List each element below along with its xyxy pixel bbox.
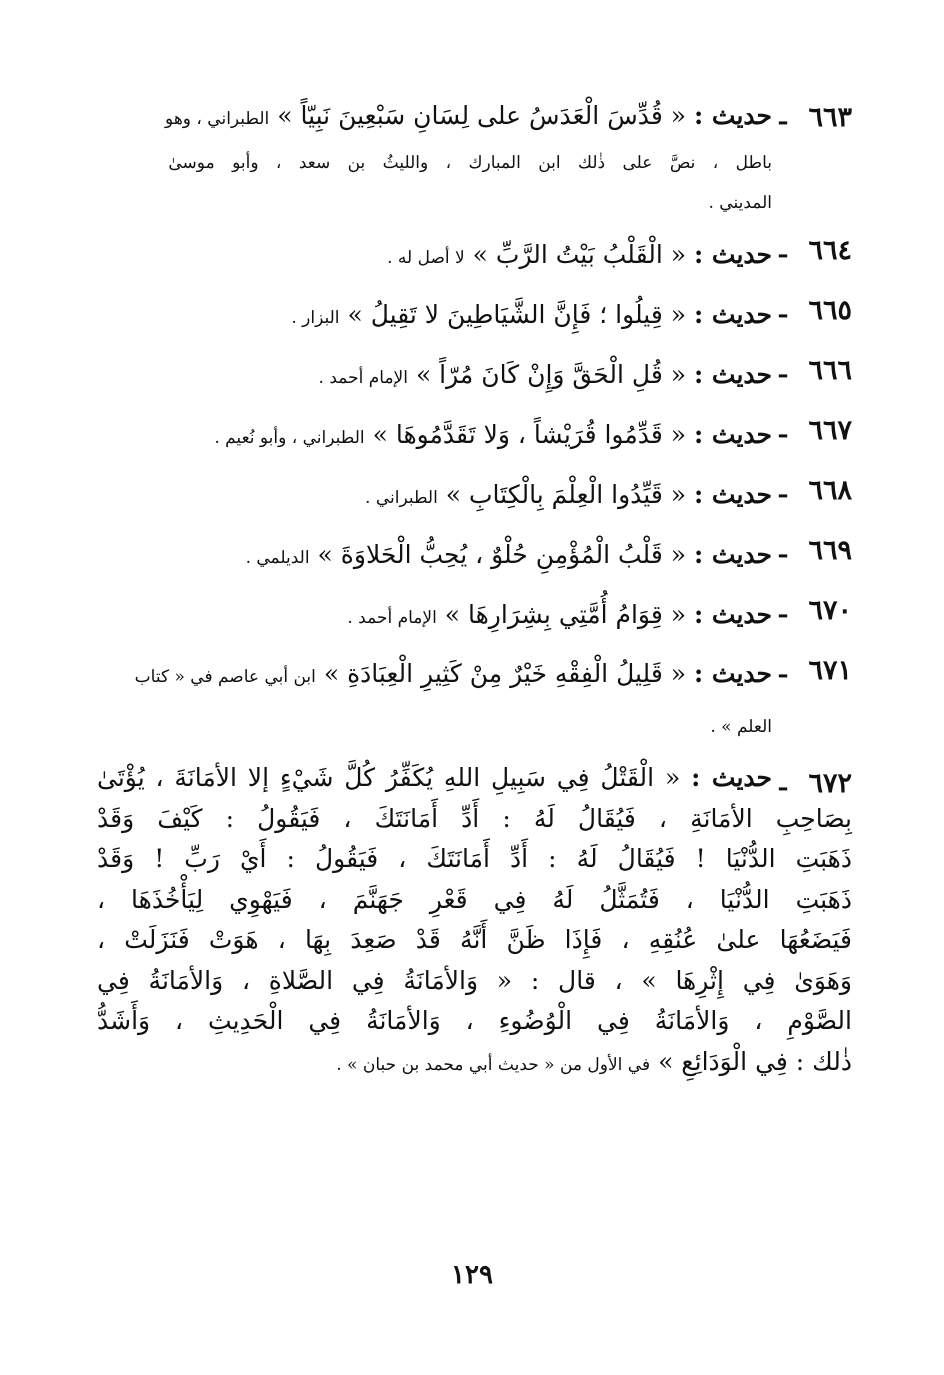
- entry-continuation: المديني .: [708, 193, 772, 213]
- entry-body: [97, 645, 772, 748]
- hadith-text: « الْقَتْلُ فِي سَبِيلِ اللهِ يُكَفِّرُ كُلَّ شَيْءٍ إلا الأمَانَةَ ، يُؤْتَىٰ: [97, 763, 681, 792]
- dash: ـ: [779, 534, 787, 563]
- entry-continuation: العلم » .: [710, 717, 772, 737]
- entry-number: ٦٦٣: [808, 102, 852, 133]
- entry-body: [97, 285, 772, 348]
- entry-line: [97, 92, 772, 143]
- hadith-label: حديث :: [693, 300, 772, 329]
- entry-line: وَهَوَىٰ فِي إِثْرِهَا » ، قال : « وَالأمَانَةُ فِي الصَّلاةِ ، وَالأمَانَةُ فِي: [97, 965, 852, 995]
- hadith-label: حديث :: [693, 420, 772, 449]
- entry-line: [97, 1042, 852, 1086]
- dash: ـ: [779, 414, 787, 443]
- entry-line: [97, 645, 772, 706]
- hadith-source: البزار .: [291, 308, 340, 328]
- dash: ـ: [779, 654, 787, 683]
- entry-number: ٦٦٤: [808, 235, 852, 266]
- hadith-text: ذٰلك : فِي الْوَدَائِعِ »: [658, 1046, 852, 1076]
- entry-line: [97, 758, 772, 799]
- hadith-source: ابن أبي عاصم في « كتاب: [134, 667, 316, 687]
- entry-line: ذَهَبَتِ الدُّنْيَا ، فَتُمَثَّلُ لَهُ فِي قَعْرِ جَهَنَّمَ ، فَيَهْوِي لِيَأْخُذَهَا ،: [97, 884, 852, 914]
- hadith-text: « قِيلُوا ؛ فَإِنَّ الشَّيَاطِينَ لا تَقِيلُ »: [347, 300, 687, 329]
- entry-body: [97, 92, 772, 223]
- entry-number: ٦٦٧: [808, 415, 852, 446]
- hadith-label: حديث :: [693, 101, 772, 130]
- entry-body: [97, 225, 772, 288]
- entry-body: [97, 345, 772, 408]
- hadith-source: في الأول من « حديث أبي محمد بن حبان » .: [336, 1054, 651, 1075]
- dash: ـ: [779, 101, 787, 130]
- hadith-entry: [97, 758, 852, 1085]
- dash: ـ: [779, 294, 787, 323]
- dash: ـ: [779, 234, 787, 263]
- entry-number: ٦٦٩: [808, 535, 852, 566]
- hadith-text: « قِوَامُ أُمَّتِي بِشِرَارِهَا »: [444, 600, 687, 629]
- hadith-text: « قُدِّسَ الْعَدَسُ على لِسَانِ سَبْعِينَ نَبِيّاً »: [277, 101, 687, 130]
- hadith-text: « قَدِّمُوا قُرَيْشاً ، وَلا تَقَدَّمُوهَا »: [372, 420, 687, 449]
- entry-number: ٦٧١: [808, 655, 852, 686]
- hadith-entry: [97, 585, 852, 645]
- dash: ـ: [779, 474, 787, 503]
- entry-number: ٦٦٥: [808, 295, 852, 326]
- hadith-entry: [97, 525, 852, 585]
- entry-line: بِصَاحِبِ الأمَانَةِ ، فَيُقَالُ لَهُ : أَدِّ أَمَانَتَكَ ، فَيَقُولُ : كَيْفَ وَقَدْ: [97, 803, 852, 833]
- hadith-source: الطبراني .: [365, 488, 438, 508]
- entry-body: [97, 585, 772, 648]
- hadith-source: الديلمي .: [245, 548, 310, 568]
- hadith-entry: [97, 405, 852, 465]
- hadith-text: « الْقَلْبُ بَيْتُ الرَّبِّ »: [472, 240, 687, 269]
- entry-number: ٦٦٦: [808, 355, 852, 386]
- hadith-entry: [97, 345, 852, 405]
- hadith-list: [97, 92, 852, 1085]
- hadith-text: « قَيِّدُوا الْعِلْمَ بِالْكِتَابِ »: [445, 480, 687, 509]
- hadith-label: حديث :: [691, 763, 772, 792]
- dash: ـ: [779, 594, 787, 623]
- entry-continuation: باطل ، نصَّ على ذٰلك ابن المبارك ، والليثُ بن سعد ، وأبو موسىٰ: [168, 153, 772, 173]
- hadith-source: الإمام أحمد .: [347, 608, 437, 628]
- page-number: ١٢٩: [451, 1260, 493, 1290]
- entry-number: ٦٧٢: [808, 768, 852, 799]
- hadith-entry: [97, 92, 852, 223]
- dash: ـ: [779, 767, 787, 796]
- hadith-source: الطبراني ، وهو: [165, 109, 270, 129]
- hadith-entry: [97, 285, 852, 345]
- hadith-text: « قُلِ الْحَقَّ وَإِنْ كَانَ مُرّاً »: [415, 360, 687, 389]
- hadith-entry: [97, 225, 852, 285]
- hadith-label: حديث :: [693, 480, 772, 509]
- hadith-text: « قَلِيلُ الْفِقْهِ خَيْرٌ مِنْ كَثِيرِ الْعِبَادَةِ »: [323, 659, 687, 688]
- entry-body: [97, 405, 772, 468]
- entry-line: فَيَضَعُهَا علىٰ عُنُقِهِ ، فَإِذَا ظَنَّ أَنَّهُ قَدْ صَعِدَ بِهَا ، هَوَتْ فَنَزَلَتْ ،: [97, 925, 852, 954]
- hadith-entry: [97, 645, 852, 748]
- hadith-source: الإمام أحمد .: [318, 368, 408, 388]
- hadith-label: حديث :: [693, 600, 772, 629]
- hadith-source: لا أصل له .: [387, 248, 465, 268]
- entry-body: [97, 525, 772, 588]
- hadith-label: حديث :: [693, 360, 772, 389]
- hadith-label: حديث :: [693, 540, 772, 569]
- hadith-label: حديث :: [693, 240, 772, 269]
- hadith-label: حديث :: [693, 659, 772, 688]
- entry-line: الصَّوْمِ ، وَالأمَانَةُ فِي الْوُضُوءِ ، وَالأمَانَةُ فِي الْحَدِيثِ ، وَأَشَدُّ: [97, 1006, 852, 1035]
- entry-line: ذَهَبَتِ الدُّنْيَا ! فَيُقَالُ لَهُ : أَدِّ أَمَانَتَكَ ، فَيَقُولُ : أَيْ رَبِّ ! وَقَدْ: [97, 844, 852, 873]
- entry-number: ٦٦٨: [808, 475, 852, 506]
- hadith-source: الطبراني ، وأبو نُعيم .: [214, 428, 365, 448]
- hadith-text: « قَلْبُ الْمُؤْمِنِ حُلْوٌ ، يُحِبُّ الْحَلاوَةَ »: [317, 540, 687, 569]
- hadith-entry: [97, 465, 852, 525]
- entry-number: ٦٧٠: [808, 595, 852, 626]
- dash: ـ: [779, 354, 787, 383]
- entry-body: [97, 465, 772, 528]
